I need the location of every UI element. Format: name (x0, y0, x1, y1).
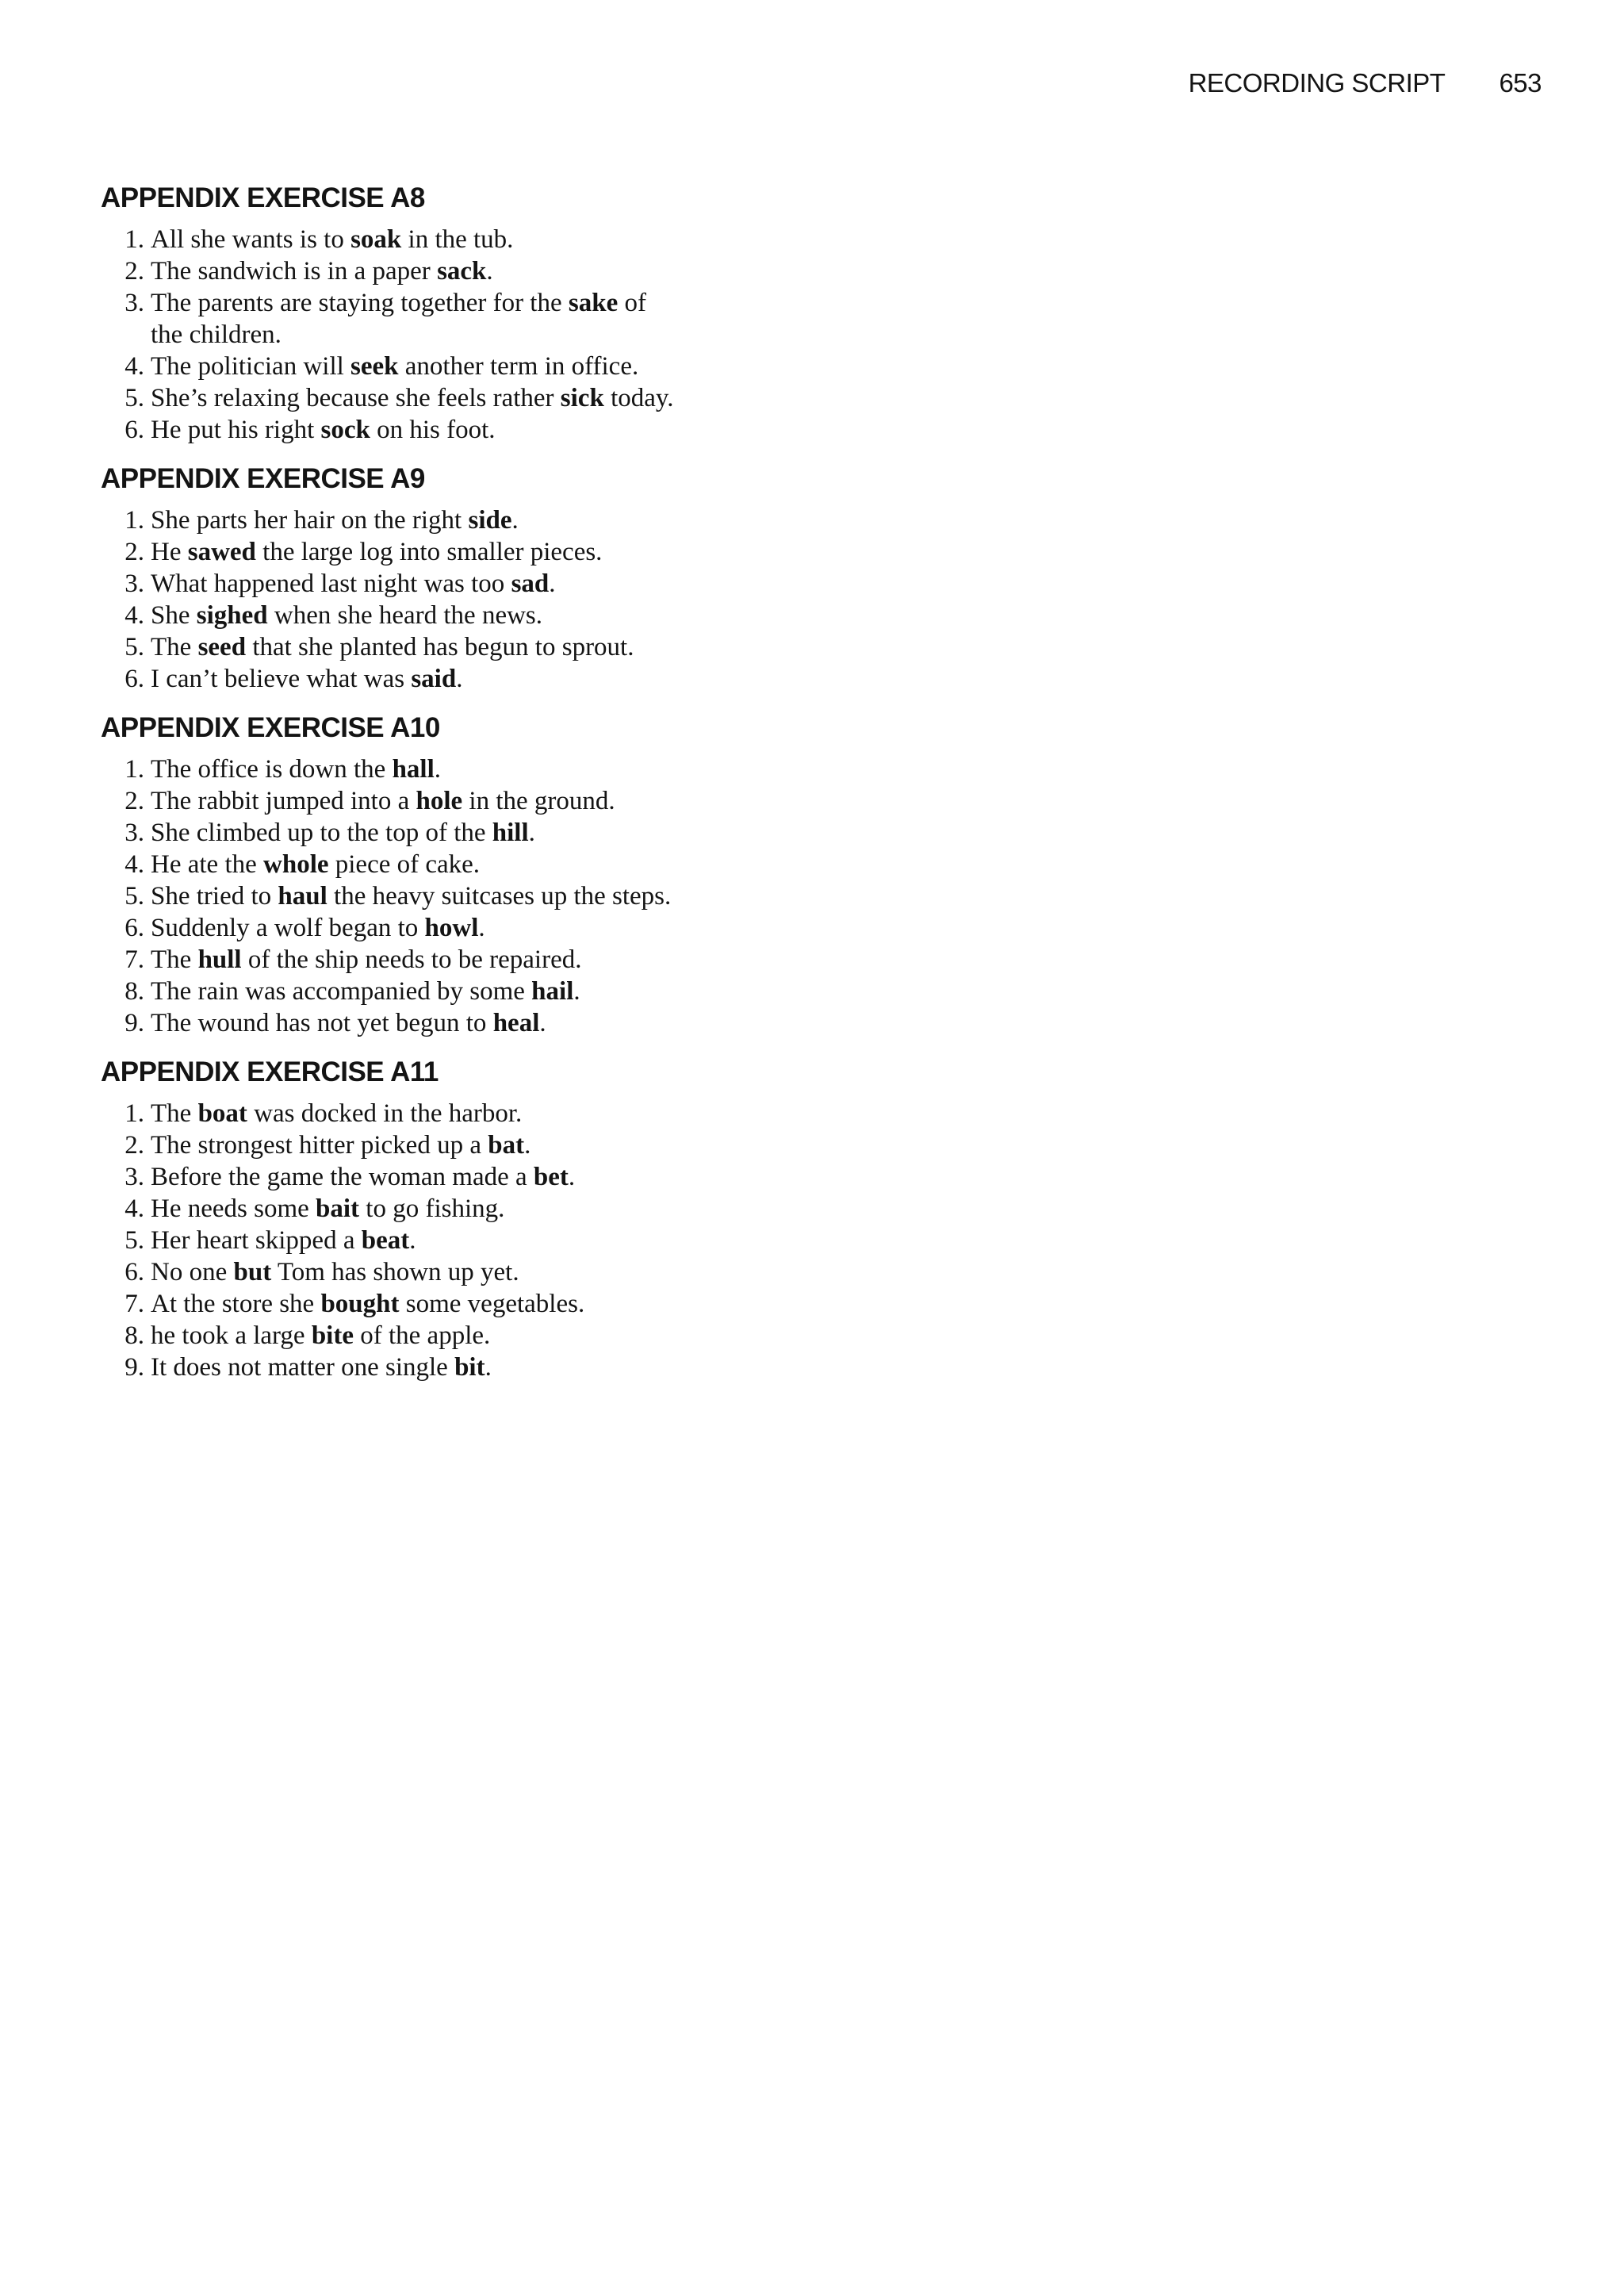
page-number: 653 (1499, 68, 1542, 98)
list-item (101, 631, 814, 663)
sentence-end: . (573, 977, 580, 1006)
sentence-text (151, 1007, 814, 1039)
sentence-start: The sandwich is in a paper (151, 257, 438, 286)
sentence-end: of (618, 289, 646, 317)
sentence-start: He (151, 538, 188, 566)
sentence-start: No one (151, 1258, 234, 1286)
list-item (101, 1161, 814, 1193)
sentence-start: All she wants is to (151, 225, 351, 254)
sentence-text (151, 382, 814, 414)
sentence-end: . (539, 1009, 546, 1037)
sentence-end: . (409, 1226, 416, 1255)
sentence-start: The parents are staying together for the (151, 289, 569, 317)
sentence-start: Before the game the woman made a (151, 1163, 534, 1191)
target-word: but (233, 1258, 272, 1286)
sentence-end: . (511, 506, 519, 535)
sentence-end: in the tub. (401, 225, 514, 254)
sentence-text (151, 1288, 814, 1320)
list-item (101, 1288, 814, 1320)
list-item (101, 1225, 814, 1256)
list-item (101, 976, 814, 1007)
target-word: seed (197, 633, 247, 661)
sentence-start: He ate the (151, 850, 264, 879)
item-number: 6. (124, 665, 144, 693)
list-item (101, 753, 814, 785)
list-item (101, 1007, 814, 1039)
list-item (101, 1320, 814, 1352)
sentence-start: The strongest hitter picked up a (151, 1131, 488, 1160)
item-number: 2. (124, 257, 144, 286)
item-number: 8. (124, 1321, 144, 1350)
sentence-text (151, 912, 814, 944)
sentence-start: I can’t believe what was (151, 665, 412, 693)
section-heading: APPENDIX EXERCISE A10 (101, 712, 440, 743)
target-word: said (411, 665, 457, 693)
item-number: 7. (124, 1290, 144, 1318)
sentence-end: . (486, 257, 493, 286)
sentence-end: . (528, 819, 535, 847)
sentence-start: What happened last night was too (151, 569, 511, 598)
target-word: bought (320, 1290, 400, 1318)
sentence-text (151, 351, 814, 382)
sentence-text (151, 1098, 814, 1129)
section-heading: APPENDIX EXERCISE A8 (101, 182, 425, 213)
list-item (101, 912, 814, 944)
sentence-text (151, 1193, 814, 1225)
sentence-end: of the ship needs to be repaired. (241, 945, 582, 974)
page-content (101, 179, 814, 1398)
sentence-end: of the apple. (354, 1321, 491, 1350)
target-word: bait (316, 1194, 360, 1223)
item-number: 3. (124, 569, 144, 598)
sentence-text (151, 255, 814, 287)
item-number: 4. (124, 1194, 144, 1223)
sentence-text (151, 785, 814, 817)
item-number: 2. (124, 787, 144, 815)
exercise-section (101, 1053, 814, 1383)
sentence-start: he took a large (151, 1321, 312, 1350)
list-item (101, 944, 814, 976)
item-number: 4. (124, 352, 144, 381)
target-word: bite (311, 1321, 354, 1350)
sentence-end: the heavy suitcases up the steps. (327, 882, 672, 911)
list-item (101, 568, 814, 600)
sentence-end: the large log into smaller pieces. (255, 538, 603, 566)
list-item (101, 224, 814, 255)
sentence-start: She parts her hair on the right (151, 506, 469, 535)
sentence-text (151, 224, 814, 255)
sentence-end: on his foot. (370, 416, 496, 444)
item-number: 7. (124, 945, 144, 974)
sentence-end: when she heard the news. (267, 601, 543, 630)
sentence-text (151, 1129, 814, 1161)
sentence-text (151, 1352, 814, 1383)
item-number: 5. (124, 1226, 144, 1255)
sentence-start: The rain was accompanied by some (151, 977, 532, 1006)
sentence-start: The (151, 633, 198, 661)
sentence-text (151, 976, 814, 1007)
target-word: sack (437, 257, 487, 286)
sentence-end: some vegetables. (399, 1290, 585, 1318)
sentence-text (151, 287, 814, 351)
list-item (101, 600, 814, 631)
sentence-end: in the ground. (462, 787, 615, 815)
sentence-start: She tried to (151, 882, 278, 911)
running-header (1189, 68, 1542, 98)
sentence-end: to go fishing. (359, 1194, 505, 1223)
sentence-continuation: the children. (151, 320, 282, 349)
target-word: haul (278, 882, 327, 911)
sentence-start: She’s relaxing because she feels rather (151, 384, 561, 412)
section-heading: APPENDIX EXERCISE A11 (101, 1056, 439, 1087)
item-number: 3. (124, 289, 144, 317)
list-item (101, 351, 814, 382)
sentence-text (151, 631, 814, 663)
target-word: beat (361, 1226, 410, 1255)
running-title: RECORDING SCRIPT (1188, 68, 1446, 98)
exercise-section (101, 179, 814, 446)
sentence-start: The (151, 945, 198, 974)
list-item (101, 536, 814, 568)
sentence-end: . (478, 914, 485, 942)
sentence-text (151, 849, 814, 880)
exercise-section (101, 460, 814, 695)
sentence-start: It does not matter one single (151, 1353, 455, 1382)
item-number: 8. (124, 977, 144, 1006)
sentence-end: . (549, 569, 556, 598)
sentence-start: He needs some (151, 1194, 316, 1223)
target-word: hole (416, 787, 463, 815)
sentence-end: . (456, 665, 463, 693)
sentence-start: The wound has not yet begun to (151, 1009, 493, 1037)
target-word: howl (424, 914, 479, 942)
target-word: sock (320, 416, 370, 444)
target-word: bet (533, 1163, 569, 1191)
sentence-text (151, 817, 814, 849)
list-item (101, 504, 814, 536)
list-item (101, 382, 814, 414)
sentence-text (151, 1256, 814, 1288)
item-number: 1. (124, 225, 144, 254)
sentence-text (151, 880, 814, 912)
sentence-start: She climbed up to the top of the (151, 819, 492, 847)
item-number: 9. (124, 1353, 144, 1382)
sentence-end: today. (603, 384, 674, 412)
item-number: 4. (124, 850, 144, 879)
item-number: 2. (124, 538, 144, 566)
list-item (101, 663, 814, 695)
item-number: 5. (124, 633, 144, 661)
sentence-end: that she planted has begun to sprout. (246, 633, 634, 661)
item-number: 2. (124, 1131, 144, 1160)
sentence-text (151, 1161, 814, 1193)
sentence-text (151, 536, 814, 568)
sentence-start: The office is down the (151, 755, 393, 784)
item-number: 4. (124, 601, 144, 630)
list-item (101, 1256, 814, 1288)
list-item (101, 880, 814, 912)
sentence-start: Her heart skipped a (151, 1226, 362, 1255)
sentence-end: another term in office. (398, 352, 639, 381)
item-number: 6. (124, 914, 144, 942)
target-word: sick (560, 384, 604, 412)
sentence-text (151, 568, 814, 600)
list-item (101, 1352, 814, 1383)
sentence-list (101, 753, 814, 1039)
target-word: boat (197, 1099, 247, 1128)
sentence-start: She (151, 601, 197, 630)
sentence-end: . (568, 1163, 576, 1191)
item-number: 6. (124, 416, 144, 444)
item-number: 1. (124, 755, 144, 784)
item-number: 5. (124, 384, 144, 412)
sentence-end: . (485, 1353, 492, 1382)
sentence-start: At the store she (151, 1290, 321, 1318)
target-word: sawed (187, 538, 256, 566)
target-word: hall (392, 755, 435, 784)
list-item (101, 287, 814, 351)
target-word: hull (197, 945, 242, 974)
sentence-end: piece of cake. (328, 850, 481, 879)
sentence-start: Suddenly a wolf began to (151, 914, 425, 942)
section-heading: APPENDIX EXERCISE A9 (101, 463, 425, 494)
list-item (101, 255, 814, 287)
list-item (101, 817, 814, 849)
target-word: sake (568, 289, 619, 317)
target-word: seek (350, 352, 399, 381)
item-number: 5. (124, 882, 144, 911)
target-word: soak (350, 225, 402, 254)
list-item (101, 1193, 814, 1225)
sentence-start: The rabbit jumped into a (151, 787, 416, 815)
target-word: sad (511, 569, 550, 598)
target-word: hill (492, 819, 529, 847)
list-item (101, 785, 814, 817)
item-number: 1. (124, 506, 144, 535)
target-word: heal (492, 1009, 540, 1037)
target-word: side (468, 506, 512, 535)
sentence-end: . (524, 1131, 531, 1160)
item-number: 3. (124, 1163, 144, 1191)
sentence-text (151, 944, 814, 976)
item-number: 1. (124, 1099, 144, 1128)
sentence-end: . (434, 755, 442, 784)
target-word: sighed (196, 601, 268, 630)
item-number: 6. (124, 1258, 144, 1286)
target-word: bat (488, 1131, 525, 1160)
target-word: whole (263, 850, 329, 879)
sentence-list (101, 224, 814, 446)
sentence-start: He put his right (151, 416, 321, 444)
list-item (101, 849, 814, 880)
sentence-text (151, 600, 814, 631)
exercise-section (101, 709, 814, 1039)
sentence-text (151, 1225, 814, 1256)
sentence-text (151, 504, 814, 536)
target-word: hail (531, 977, 574, 1006)
list-item (101, 414, 814, 446)
item-number: 3. (124, 819, 144, 847)
sentence-text (151, 1320, 814, 1352)
sentence-text (151, 753, 814, 785)
list-item (101, 1098, 814, 1129)
item-number: 9. (124, 1009, 144, 1037)
target-word: bit (454, 1353, 485, 1382)
sentence-list (101, 504, 814, 695)
sentence-end: was docked in the harbor. (247, 1099, 523, 1128)
sentence-start: The politician will (151, 352, 351, 381)
sentence-text (151, 414, 814, 446)
list-item (101, 1129, 814, 1161)
sentence-list (101, 1098, 814, 1383)
sentence-end: Tom has shown up yet. (271, 1258, 519, 1286)
sentence-text (151, 663, 814, 695)
sentence-start: The (151, 1099, 198, 1128)
